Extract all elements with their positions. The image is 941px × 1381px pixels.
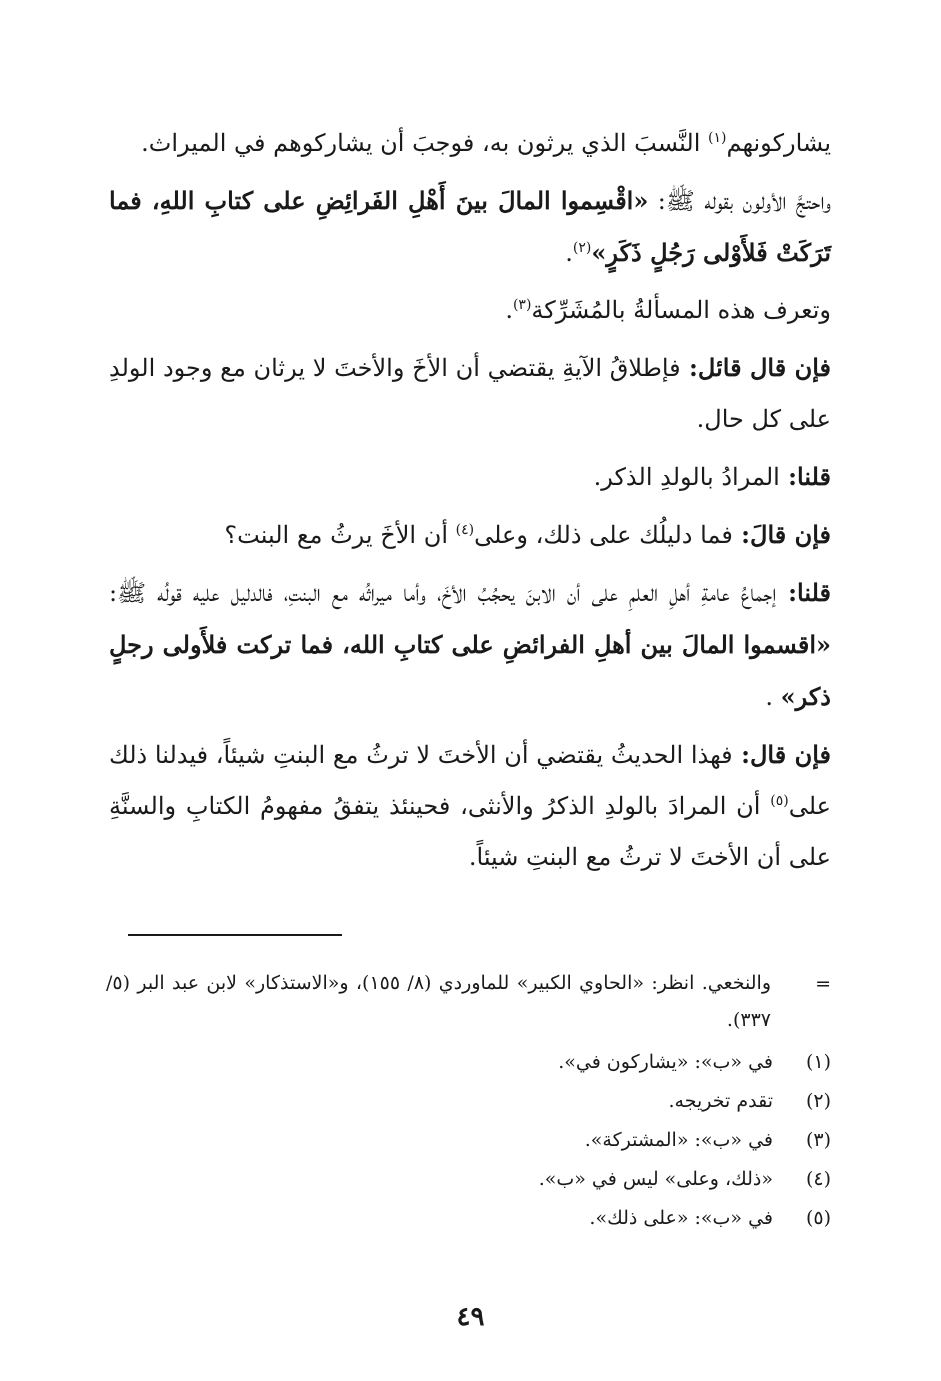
footnote-divider (128, 934, 342, 936)
hadith-quote-2: «اقسموا المالَ بين أهلِ الفرائضِ على كتابِ الله، فما تركت فلأَولى رجلٍ ذكر» (109, 630, 831, 711)
paragraph-4 (109, 342, 831, 445)
footnote-ref-3[interactable]: (٣) (512, 297, 532, 313)
footnote-number: (١) (805, 1051, 831, 1073)
footnote-text: تقدم تخريجه. (668, 1090, 773, 1112)
footnote-2 (106, 1082, 831, 1121)
paragraph-6-text-b: أن الأخَ يرثُ مع البنت؟ (224, 521, 456, 549)
paragraph-8-text-a: فهذا الحديثُ يقتضي أن الأختَ لا ترثُ مع البنتِ شيئاً، فيدلنا ذلك على (109, 741, 831, 820)
footnote-3 (106, 1121, 831, 1160)
footnote-number: (٤) (805, 1168, 831, 1190)
footnote-4 (106, 1160, 831, 1199)
paragraph-1-text-a: يشاركونهم (726, 129, 831, 157)
paragraph-8 (109, 729, 831, 883)
paragraph-5 (109, 451, 831, 503)
footnote-number: (٢) (805, 1090, 831, 1112)
footnote-continuation (106, 965, 831, 1039)
hadith-quote-1: «اقْسِموا المالَ بينَ أَهْلِ الفَرائِضِ على كتابِ اللهِ، فما تَرَكَتْ فَلأَوْلى رَجُلٍ ذَكَرٍ» (109, 186, 831, 267)
footnote-number: (٥) (805, 1207, 831, 1229)
footnote-ref-5[interactable]: (٥) (770, 793, 789, 809)
paragraph-7-text: إجماعُ عامةِ أهلِ العلمِ على أن الابنَ يحجُبُ الأخَ، وأما ميراثُه مع البنتِ، فالدليل عليه قولُه ﷺ: (109, 579, 777, 607)
paragraph-2-text: واحتجَّ الأولون بقوله ﷺ: (648, 187, 831, 215)
paragraph-2 (109, 175, 831, 279)
footnote-number: (٣) (805, 1129, 831, 1151)
footnote-ref-2[interactable]: (٢) (572, 240, 592, 256)
paragraph-6-text-a: فما دليلُك على ذلك، وعلى (474, 521, 733, 549)
paragraph-7 (109, 567, 831, 723)
paragraph-8-text-b: أن المرادَ بالولدِ الذكرُ والأنثى، فحينئذ يتفقُ مفهومُ الكتابِ والسنَّةِ على أن الأختَ لا ترثُ مع البنتِ شيئاً. (109, 792, 831, 871)
paragraph-3-text: وتعرف هذه المسألةُ بالمُشَرِّكة (531, 296, 831, 324)
footnote-continuation-text: والنخعي. انظر: «الحاوي الكبير» للماوردي (٨/ ١٥٥)، و«الاستذكار» لابن عبد البر (٥/ ٣٣٧). (106, 972, 771, 1031)
footnote-5 (106, 1199, 831, 1238)
paragraph-1-text-b: النَّسبَ الذي يرثون به، فوجبَ أن يشاركوهم في الميراث. (141, 129, 708, 157)
continuation-mark: = (815, 973, 831, 995)
answer-lead-1: قلنا: (779, 462, 831, 491)
objection-lead-2: فإن قالَ: (732, 520, 831, 549)
main-text (109, 118, 831, 889)
objection-lead-1: فإن قال قائل: (680, 353, 831, 382)
footnote-1 (106, 1043, 831, 1082)
page-number: ٤٩ (456, 1302, 485, 1332)
footnote-text: في «ب»: «على ذلك». (589, 1207, 773, 1229)
footnotes (106, 965, 831, 1238)
paragraph-5-text: المرادُ بالولدِ الذكر. (593, 463, 780, 491)
objection-lead-3: فإن قال: (732, 740, 831, 769)
paragraph-6 (109, 509, 831, 561)
paragraph-3-end: . (505, 296, 513, 324)
paragraph-7-end: . (765, 683, 781, 711)
footnote-text: في «ب»: «يشاركون في». (558, 1051, 773, 1073)
paragraph-3 (109, 285, 831, 336)
footnote-text: «ذلك، وعلى» ليس في «ب». (538, 1168, 773, 1190)
paragraph-4-text: فإطلاقُ الآيةِ يقتضي أن الأخَ والأختَ لا يرثان مع وجود الولدِ على كل حال. (109, 354, 831, 433)
footnote-text: في «ب»: «المشتركة». (584, 1129, 773, 1151)
footnote-ref-4[interactable]: (٤) (455, 522, 475, 538)
paragraph-1 (109, 118, 831, 169)
paragraph-2-end: . (565, 239, 573, 267)
answer-lead-2: قلنا: (776, 578, 831, 607)
footnote-ref-1[interactable]: (١) (708, 130, 727, 146)
